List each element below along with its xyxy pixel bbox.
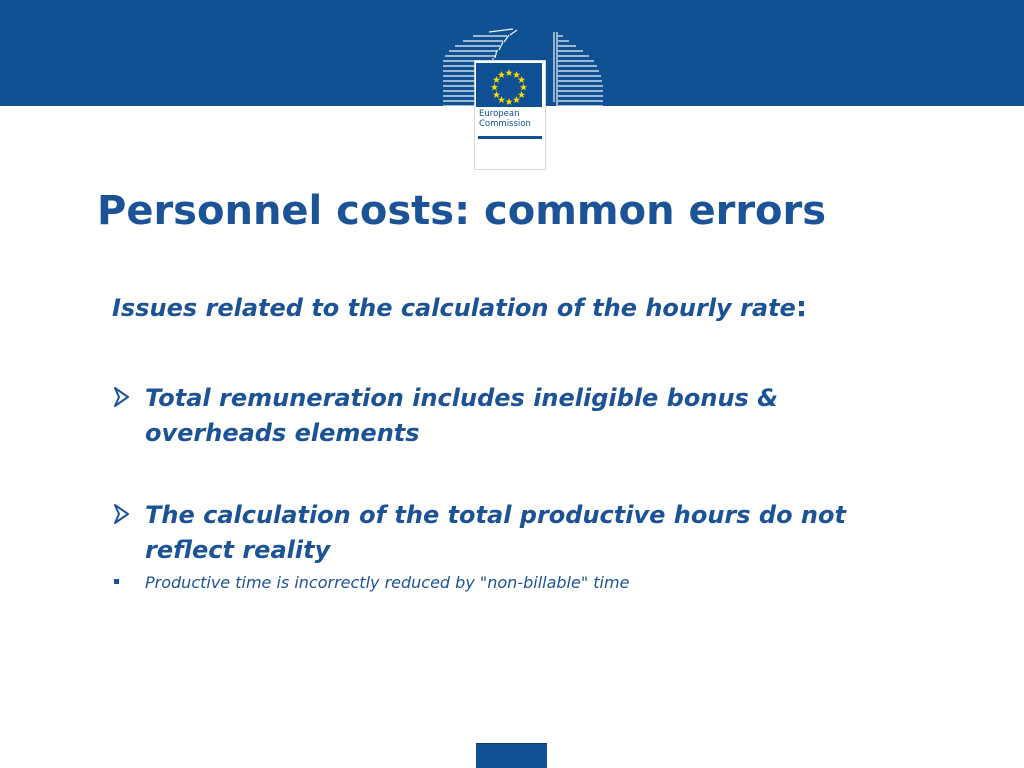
bullet-item	[112, 381, 912, 451]
subheading-colon: :	[795, 290, 808, 323]
sub-bullet-item	[112, 570, 912, 596]
european-commission-logo	[437, 28, 611, 144]
square-bullet-icon	[114, 579, 119, 584]
sub-bullet-text: Productive time is incorrectly reduced by "non-billable" time	[145, 573, 630, 592]
bullet-text: Total remuneration includes ineligible bonus & overheads elements	[145, 384, 779, 447]
arrow-bullet-icon	[112, 384, 134, 410]
bullet-item	[112, 498, 912, 568]
logo-wordmark	[479, 109, 545, 129]
subheading-text: Issues related to the calculation of the hourly rate	[112, 294, 796, 322]
logo-text-line-1: European	[479, 109, 520, 119]
logo-underline	[478, 136, 542, 139]
footer-tab	[476, 743, 547, 768]
bullet-text: The calculation of the total productive hours do not reflect reality	[145, 501, 846, 564]
arrow-bullet-icon	[112, 501, 134, 527]
slide-subheading	[112, 290, 807, 325]
slide-title: Personnel costs: common errors	[97, 188, 827, 234]
logo-text-line-2: Commission	[479, 119, 531, 129]
